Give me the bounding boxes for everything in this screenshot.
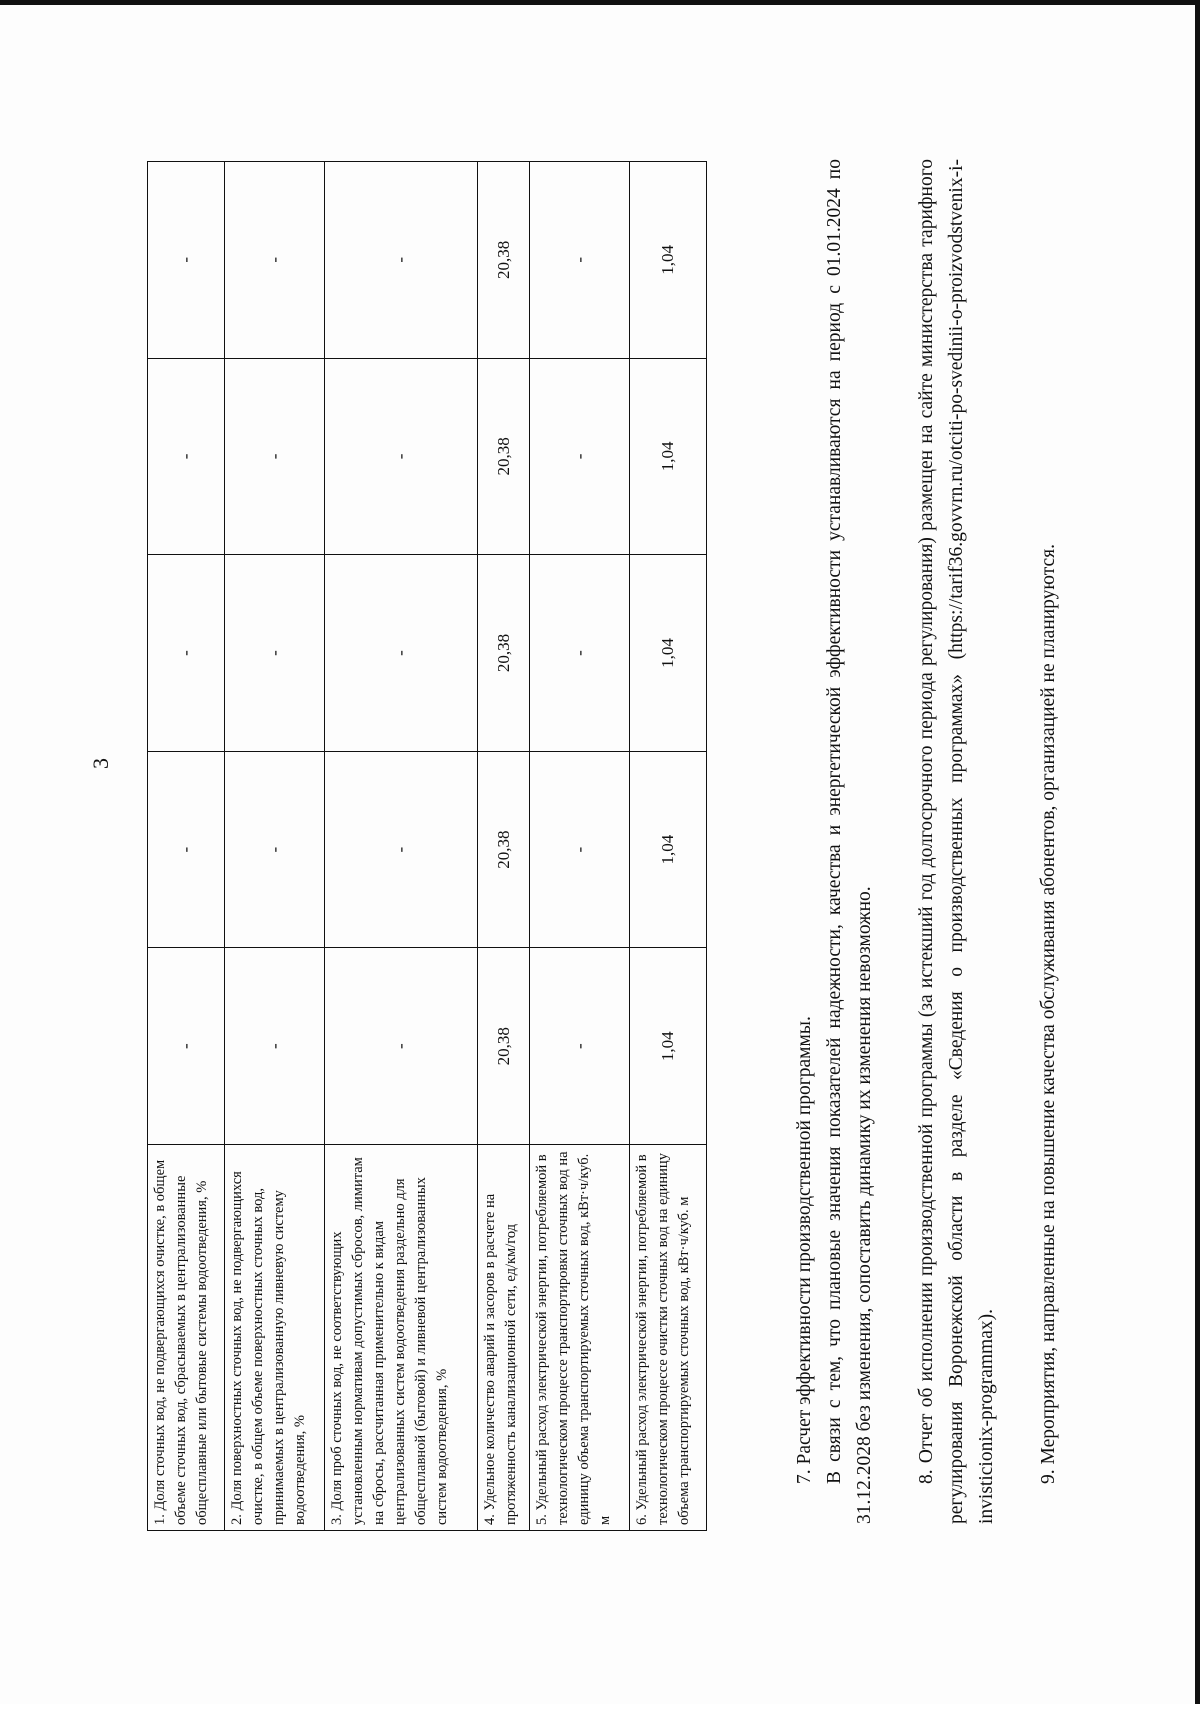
cell-value: 20,38 <box>478 162 530 359</box>
cell-value: - <box>530 162 630 359</box>
row-label: 4. Удельное количество аварий и засоров в расчете на протяженность канализационной сети, ед/км/год <box>478 1145 530 1531</box>
cell-value: 1,04 <box>630 358 707 555</box>
cell-value: - <box>325 358 478 555</box>
table-row <box>325 162 478 1531</box>
section-8-body: 8. Отчет об исполнении производственной программы (за истекший год долгосрочного периода регулирования) размещен на сайте министерства тарифного регулирования Воронежской области в разделе «Сведения о производственных программах» (https://tarif36.govvrn.ru/otciti-po-svedinii-o-proizvodstvenix-i-invisticionix-programmax). <box>916 159 997 1524</box>
cell-value: 20,38 <box>478 358 530 555</box>
cell-value: - <box>530 948 630 1145</box>
row-label: 6. Удельный расход электрической энергии, потребляемой в технологическом процессе очистки сточных вод на единицу объема транспортируемых сточных вод, кВт·ч/куб. м <box>630 1145 707 1531</box>
cell-value: - <box>530 358 630 555</box>
cell-value: 1,04 <box>630 555 707 752</box>
table-row <box>530 162 630 1531</box>
body-text <box>790 159 1064 1524</box>
cell-value: 1,04 <box>630 751 707 948</box>
cell-value: - <box>225 162 325 359</box>
cell-value: - <box>225 555 325 752</box>
section-9-body: 9. Мероприятия, направленные на повышение качества обслуживания абонентов, организацией не планируются. <box>1038 544 1059 1484</box>
cell-value: 20,38 <box>478 751 530 948</box>
table-row <box>478 162 530 1531</box>
table-row <box>225 162 325 1531</box>
cell-value: - <box>148 358 225 555</box>
cell-value: - <box>148 751 225 948</box>
cell-value: - <box>325 555 478 752</box>
page-number: 3 <box>88 758 113 769</box>
cell-value: - <box>148 555 225 752</box>
cell-value: - <box>148 162 225 359</box>
cell-value: - <box>225 751 325 948</box>
spacer <box>1002 159 1034 1524</box>
cell-value: - <box>148 948 225 1145</box>
cell-value: - <box>225 948 325 1145</box>
rotated-content <box>0 5 1200 1709</box>
row-label: 1. Доля сточных вод, не подвергающихся очистке, в общем объеме сточных вод, сбрасываемых в централизованные общесплавные или бытовые системы водоотведения, % <box>148 1145 225 1531</box>
cell-value: - <box>225 358 325 555</box>
indicators-table <box>147 161 707 1531</box>
row-label: 5. Удельный расход электрической энергии, потребляемой в технологическом процессе транспортировки сточных вод на единицу объема транспортируемых сточных вод, кВт·ч/куб. м <box>530 1145 630 1531</box>
cell-value: 1,04 <box>630 162 707 359</box>
row-label: 3. Доля проб сточных вод, не соответствующих установленным нормативам допустимых сбросов, лимитам на сбросы, рассчитанная применительно к видам централизованных систем водоотведения раздельно для общесплавной (бытовой) и ливневой централизованных систем водоотведения, % <box>325 1145 478 1531</box>
table-row <box>630 162 707 1531</box>
cell-value: - <box>530 751 630 948</box>
cell-value: - <box>325 948 478 1145</box>
row-label: 2. Доля поверхностных сточных вод, не подвергающихся очистке, в общем объеме поверхностных сточных вод, принимаемых в централизованную ливневую систему водоотведения, % <box>225 1145 325 1531</box>
cell-value: 1,04 <box>630 948 707 1145</box>
cell-value: - <box>530 555 630 752</box>
cell-value: 20,38 <box>478 948 530 1145</box>
cell-value: - <box>325 162 478 359</box>
table-row <box>148 162 225 1531</box>
section-7-body: В связи с тем, что плановые значения показателей надежности, качества и энергетической эффективности устанавливаются на период с 01.01.2024 по 31.12.2028 без изменения, сопоставить динамику их изменения невозможно. <box>824 159 875 1524</box>
section-7-title: 7. Расчет эффективности производственной программы. <box>794 1016 815 1484</box>
cell-value: 20,38 <box>478 555 530 752</box>
spacer <box>880 159 912 1524</box>
cell-value: - <box>325 751 478 948</box>
